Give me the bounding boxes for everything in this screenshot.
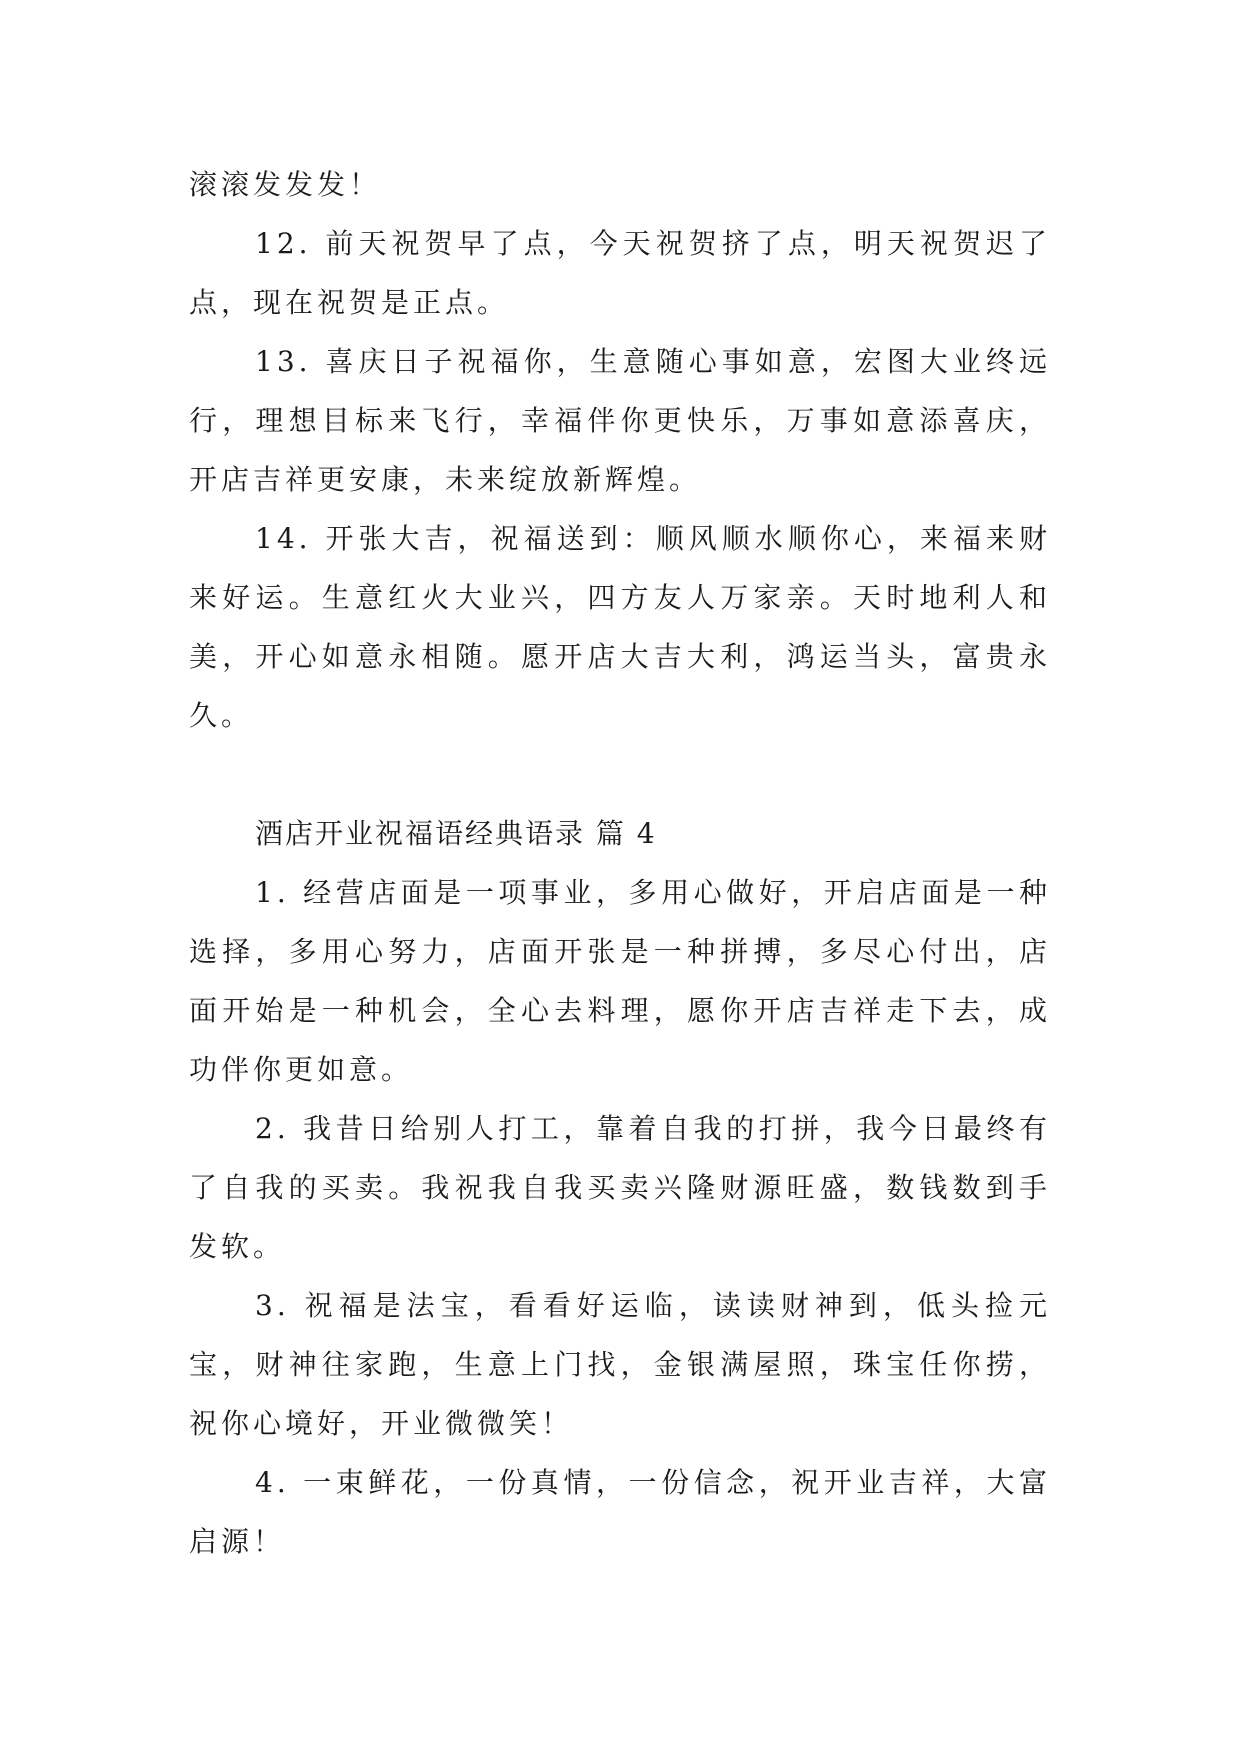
document-body bbox=[189, 155, 1051, 1571]
list-item: 1. 经营店面是一项事业，多用心做好，开启店面是一种选择，多用心努力，店面开张是一种拼搏，多尽心付出，店面开始是一种机会，全心去料理，愿你开店吉祥走下去，成功伴你更如意。 bbox=[189, 876, 1051, 1086]
section-heading: 酒店开业祝福语经典语录 篇 4 bbox=[255, 817, 657, 850]
list-item: 13. 喜庆日子祝福你，生意随心事如意，宏图大业终远行，理想目标来飞行，幸福伴你更快乐，万事如意添喜庆，开店吉祥更安康，未来绽放新辉煌。 bbox=[189, 345, 1051, 496]
list-item: 12. 前天祝贺早了点，今天祝贺挤了点，明天祝贺迟了点，现在祝贺是正点。 bbox=[189, 227, 1051, 319]
list-item: 14. 开张大吉，祝福送到：顺风顺水顺你心，来福来财来好运。生意红火大业兴，四方友人万家亲。天时地利人和美，开心如意永相随。愿开店大吉大利，鸿运当头，富贵永久。 bbox=[189, 522, 1051, 732]
list-item: 2. 我昔日给别人打工，靠着自我的打拼，我今日最终有了自我的买卖。我祝我自我买卖兴隆财源旺盛，数钱数到手发软。 bbox=[189, 1112, 1051, 1263]
continued-paragraph: 滚滚发发发！ bbox=[189, 168, 382, 201]
list-item: 4. 一束鲜花，一份真情，一份信念，祝开业吉祥，大富启源！ bbox=[189, 1466, 1051, 1558]
list-item: 3. 祝福是法宝，看看好运临，读读财神到，低头捡元宝，财神往家跑，生意上门找，金银满屋照，珠宝任你捞，祝你心境好，开业微微笑！ bbox=[189, 1289, 1051, 1440]
